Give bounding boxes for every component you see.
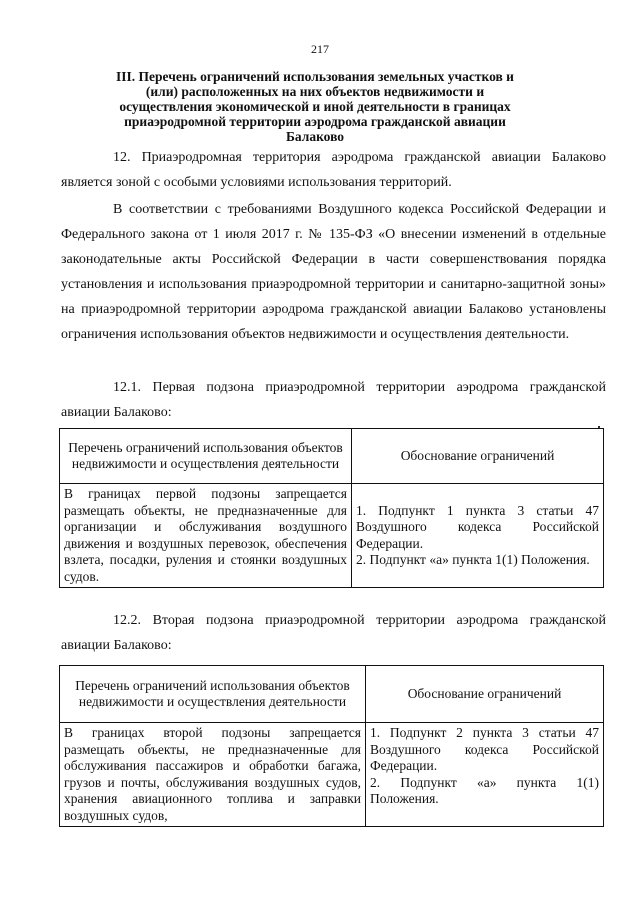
table-header-row	[60, 666, 604, 723]
table-row	[60, 723, 604, 827]
subzone-1-table	[59, 428, 604, 588]
subzone-2-table	[59, 665, 604, 827]
basis-cell	[366, 723, 604, 827]
paragraph-12: 12. Приаэродромная территория аэродрома гражданской авиации Балаково является зоной с особыми условиями использования территорий.	[61, 150, 606, 190]
table-header-row	[60, 429, 604, 484]
header-basis: Обоснование ограничений	[366, 666, 604, 723]
basis-cell	[352, 484, 604, 588]
page-number: 217	[311, 42, 329, 56]
restriction-cell: В границах первой подзоны запрещается размещать объекты, не предназначенные для организации и обслуживания воздушного движения и воздушных перевозок, обеспечения взлета, посадки, руления и стоянки воздушных судов.	[60, 484, 352, 588]
paragraph-accordance: В соответствии с требованиями Воздушного кодекса Российской Федерации и Федерального закона от 1 июля 2017 г. № 135-ФЗ «О внесении изменений в отдельные законодательные акты Российской Федерации в части совершенствования порядка установления и использования приаэродромной территории и санитарно-защитной зоны» на приаэродромной территории аэродрома гражданской авиации Балаково установлены ограничения использования объектов недвижимости и осуществления деятельности.	[61, 202, 606, 342]
header-restrictions: Перечень ограничений использования объектов недвижимости и осуществления деятельности	[60, 429, 352, 484]
basis-item-2: 2. Подпункт «а» пункта 1(1) Положения.	[356, 552, 590, 567]
basis-item-2: 2. Подпункт «а» пункта 1(1) Положения.	[370, 774, 599, 806]
paragraph-12-1: 12.1. Первая подзона приаэродромной территории аэродрома гражданской авиации Балаково:	[61, 380, 606, 420]
basis-item-1: 1. Подпункт 2 пункта 3 статьи 47 Воздушного кодекса Российской Федерации.	[370, 725, 599, 773]
restriction-cell: В границах второй подзоны запрещается размещать объекты, не предназначенные для обслуживания пассажиров и обработки багажа, грузов и почты, обслуживания воздушных судов, хранения авиационного топлива и заправки воздушных судов,	[60, 723, 366, 827]
paragraph-12-2: 12.2. Вторая подзона приаэродромной территории аэродрома гражданской авиации Балаково:	[61, 613, 606, 653]
header-basis: Обоснование ограничений	[352, 429, 604, 484]
header-restrictions: Перечень ограничений использования объектов недвижимости и осуществления деятельности	[60, 666, 366, 723]
section-heading: III. Перечень ограничений использования земельных участков и (или) расположенных на них объектов недвижимости и осуществления экономической и иной деятельности в границах приаэродромной территории аэродрома гражданской авиации Балаково	[116, 69, 514, 144]
basis-item-1: 1. Подпункт 1 пункта 3 статьи 47 Воздушного кодекса Российской Федерации.	[356, 502, 599, 551]
table-row	[60, 484, 604, 588]
